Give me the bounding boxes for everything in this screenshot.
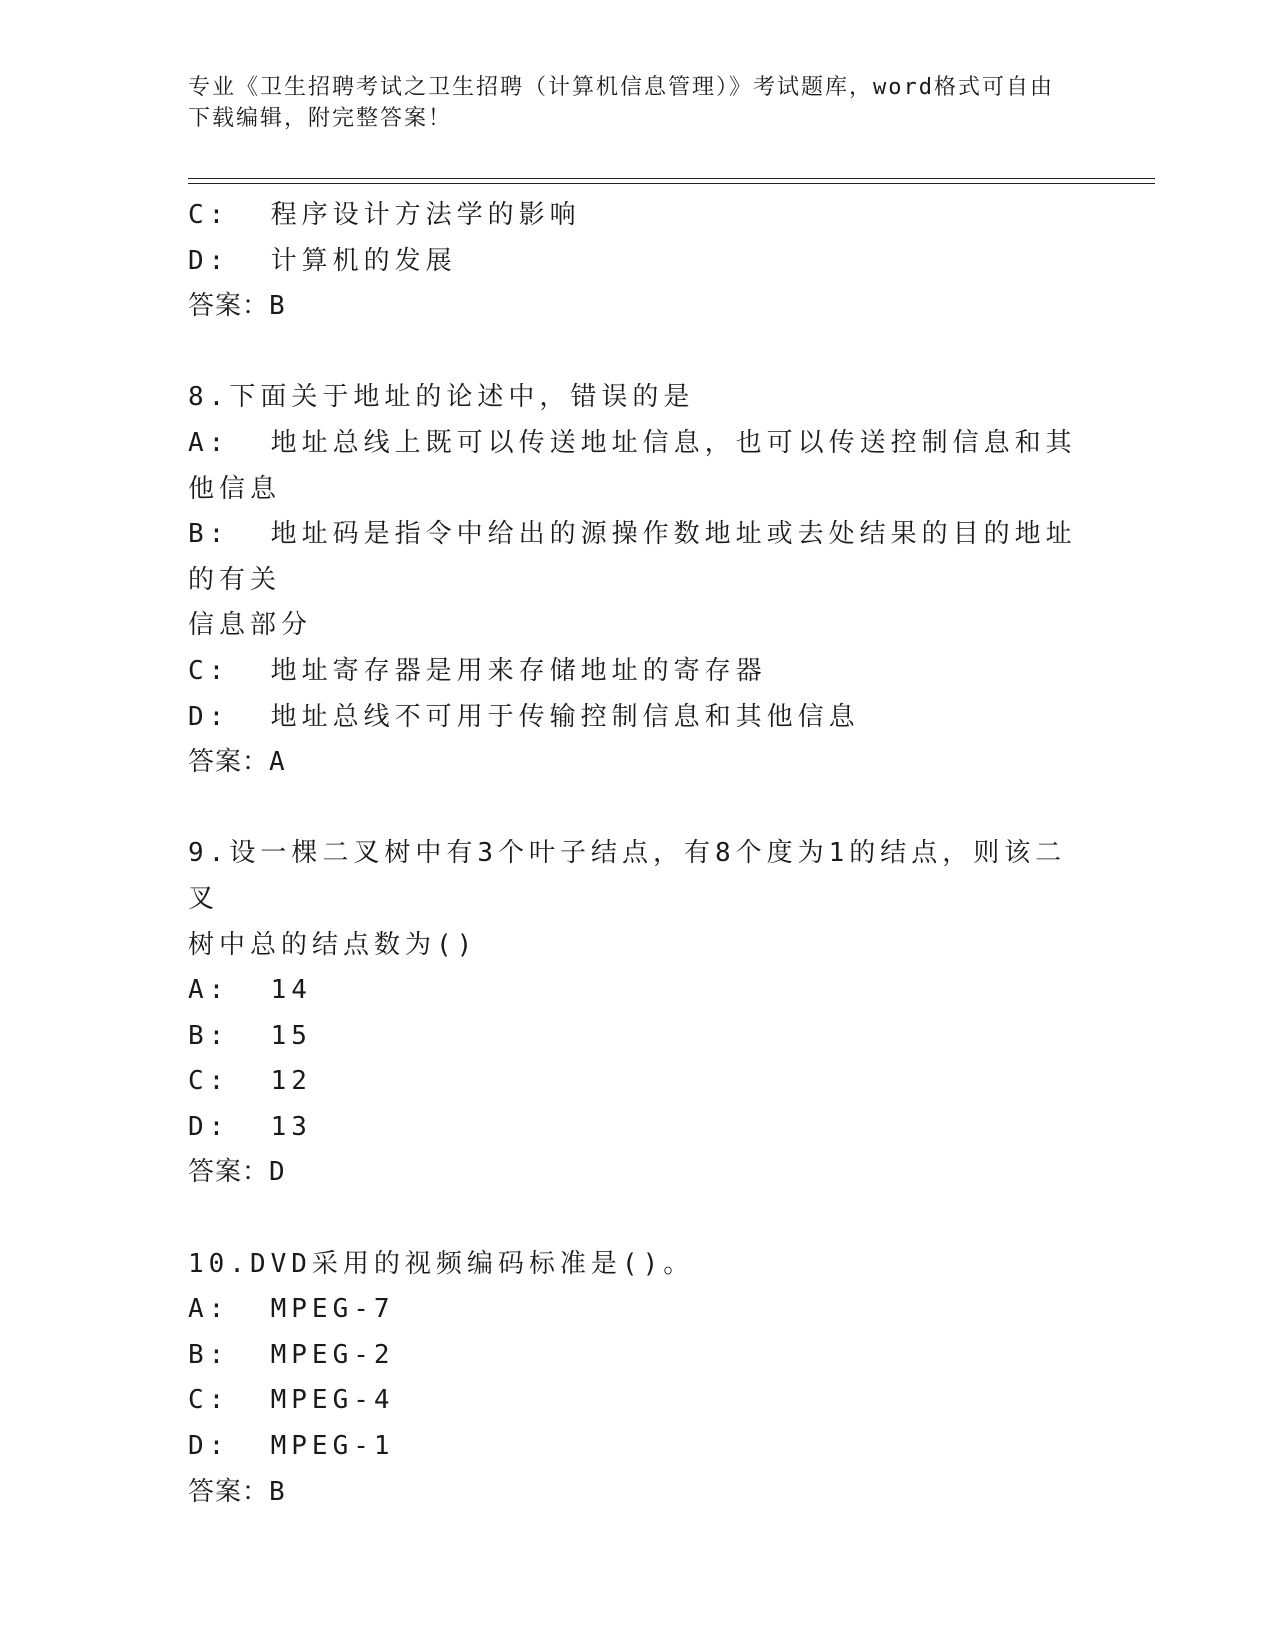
question-number: 9. (188, 838, 230, 869)
question-block (188, 375, 1088, 785)
option-line: C: 地址寄存器是用来存储地址的寄存器 (188, 655, 767, 686)
option-text: 地址总线上既可以传送地址信息，也可以传送控制信息和其他信息 (188, 427, 1077, 504)
partial-question (188, 193, 1088, 330)
header-divider-top (188, 178, 1155, 179)
option-line-continuation: 信息部分 (188, 610, 313, 641)
option-letter: B (188, 1020, 209, 1051)
answer-line (188, 1470, 1088, 1516)
answer-value: D (269, 1157, 286, 1188)
option-text: MPEG-7 (270, 1294, 395, 1325)
question-text: DVD采用的视频编码标准是()。 (249, 1248, 695, 1279)
option-text: 地址寄存器是用来存储地址的寄存器 (270, 655, 767, 686)
option-letter: D (188, 1431, 209, 1462)
option-line: B: MPEG-2 (188, 1339, 395, 1370)
option-line: A: MPEG-7 (188, 1294, 395, 1325)
answer-value: A (269, 747, 286, 778)
option-line: C: MPEG-4 (188, 1385, 395, 1416)
answer-line (188, 1150, 1088, 1196)
option-line: D: 地址总线不可用于传输控制信息和其他信息 (188, 701, 860, 732)
option-letter: C (188, 1385, 209, 1416)
option-text: 计算机的发展 (270, 245, 457, 276)
question-number: 10. (188, 1248, 250, 1279)
option-letter: B (188, 519, 209, 550)
option-letter: D (188, 245, 209, 276)
option-text: 12 (270, 1066, 312, 1097)
option-letter: A (188, 427, 209, 458)
option-letter: C (188, 200, 209, 230)
option-text: 地址总线不可用于传输控制信息和其他信息 (270, 701, 860, 732)
option-text: 13 (270, 1111, 312, 1142)
option-line: D: MPEG-1 (188, 1431, 395, 1462)
answer-value: B (269, 1476, 286, 1507)
option-text: MPEG-1 (270, 1431, 395, 1462)
question-stem (188, 375, 1088, 421)
option-text: 15 (270, 1020, 312, 1051)
answer-label: 答案： (188, 1476, 270, 1507)
option-line: C: 程序设计方法学的影响 (188, 200, 581, 230)
option-text: 地址码是指令中给出的源操作数地址或去处结果的目的地址的有关 (188, 519, 1077, 595)
option-letter: B (188, 1339, 209, 1370)
option-line: D: 13 (188, 1111, 312, 1142)
document-header: 专业《卫生招聘考试之卫生招聘（计算机信息管理）》考试题库，word格式可自由下载编辑，附完整答案！ (188, 75, 1054, 131)
answer-label: 答案： (188, 747, 270, 778)
header-divider-bottom (188, 183, 1155, 184)
option-line: B: 15 (188, 1020, 312, 1051)
option-text: MPEG-2 (270, 1339, 395, 1370)
question-number: 8. (188, 382, 230, 413)
question-block (188, 1242, 1088, 1516)
question-stem (188, 1242, 1088, 1288)
answer-line (188, 740, 1088, 786)
question-block (188, 831, 1088, 1196)
question-text: 下面关于地址的论述中，错误的是 (229, 382, 695, 413)
answer-label: 答案： (188, 1157, 270, 1188)
option-line: A: 地址总线上既可以传送地址信息，也可以传送控制信息和其他信息 (188, 427, 1077, 504)
option-letter: C (188, 655, 209, 686)
answer-value: B (269, 291, 286, 322)
option-line: A: 14 (188, 975, 312, 1006)
option-line: C: 12 (188, 1066, 312, 1097)
option-line: B: 地址码是指令中给出的源操作数地址或去处结果的目的地址的有关 (188, 519, 1077, 595)
answer-label: 答案： (188, 291, 270, 322)
option-letter: A (188, 975, 209, 1006)
answer-line (188, 284, 1088, 330)
option-text: 14 (270, 975, 312, 1006)
option-text: MPEG-4 (270, 1385, 395, 1416)
question-content (188, 193, 1088, 1515)
option-letter: D (188, 701, 209, 732)
question-text: 设一棵二叉树中有3个叶子结点，有8个度为1的结点，则该二叉 (188, 838, 1067, 914)
question-stem-continuation: 树中总的结点数为() (188, 929, 478, 960)
option-letter: D (188, 1111, 209, 1142)
option-letter: C (188, 1066, 209, 1097)
question-stem (188, 831, 1088, 922)
option-line: D: 计算机的发展 (188, 245, 457, 276)
option-text: 程序设计方法学的影响 (270, 200, 581, 230)
option-letter: A (188, 1294, 209, 1325)
